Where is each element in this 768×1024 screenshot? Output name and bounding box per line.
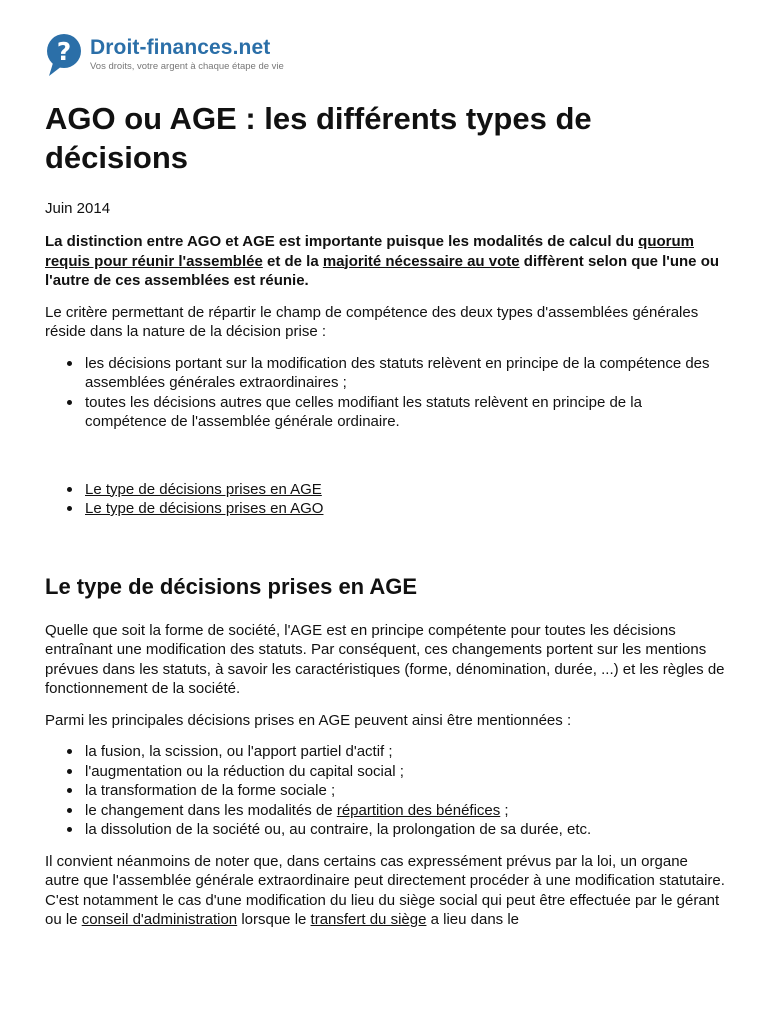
table-of-contents bbox=[45, 480, 725, 519]
list-item: l'augmentation ou la réduction du capital social ; bbox=[85, 762, 725, 782]
transfert-siege-link[interactable]: transfert du siège bbox=[310, 911, 427, 928]
lead-text: La distinction entre AGO et AGE est importante puisque les modalités de calcul du bbox=[45, 233, 639, 250]
section-paragraph: Parmi les principales décisions prises en AGE peuvent ainsi être mentionnées : bbox=[45, 711, 572, 729]
page-title: AGO ou AGE : les différents types de décisions bbox=[45, 101, 592, 175]
lead-paragraph bbox=[45, 232, 725, 291]
toc-link-age[interactable]: Le type de décisions prises en AGE bbox=[85, 480, 322, 498]
list-item: les décisions portant sur la modification des statuts relèvent en principe de la compétence des assemblées générales extraordinaires ; bbox=[85, 354, 725, 393]
list-item-text: ; bbox=[500, 801, 509, 819]
toc-item bbox=[85, 480, 725, 500]
list-item-text: le changement dans les modalités de bbox=[85, 801, 337, 819]
lead-text: diffèrent selon que l'une ou l'autre de ces assemblées est réunie. bbox=[45, 252, 720, 289]
site-tagline: Vos droits, votre argent à chaque étape de vie bbox=[90, 61, 284, 72]
site-name: Droit-finances.net bbox=[90, 36, 271, 59]
list-item: la fusion, la scission, ou l'apport partiel d'actif ; bbox=[85, 742, 725, 762]
toc-link-ago[interactable]: Le type de décisions prises en AGO bbox=[85, 500, 324, 517]
list-item: la transformation de la forme sociale ; bbox=[85, 781, 725, 801]
toc-item bbox=[85, 499, 725, 519]
svg-text:?: ? bbox=[56, 37, 72, 66]
lead-text: et de la bbox=[262, 252, 323, 270]
article-body bbox=[45, 232, 725, 942]
conseil-administration-link[interactable]: conseil d'administration bbox=[81, 911, 238, 928]
criteria-list bbox=[45, 354, 725, 432]
paragraph-text: lorsque le bbox=[237, 911, 311, 928]
list-item bbox=[85, 801, 725, 821]
section-paragraph: Quelle que soit la forme de société, l'AGE est en principe compétente pour toutes les décisions entraînant une modification des statuts. Par conséquent, ces changements portent sur les mentions prévues dans les statuts, à savoir les caractéristiques (forme, dénomination, durée, ...) et les règles de fonctionnement de la société. bbox=[45, 621, 725, 697]
decisions-list bbox=[45, 742, 725, 840]
list-item: la dissolution de la société ou, au contraire, la prolongation de sa durée, etc. bbox=[85, 820, 725, 840]
question-bubble-icon bbox=[45, 33, 85, 77]
majorite-link[interactable]: majorité nécessaire au vote bbox=[322, 252, 520, 270]
publication-date: Juin 2014 bbox=[45, 200, 111, 217]
paragraph-text: a lieu dans le bbox=[426, 911, 520, 928]
section-paragraph bbox=[45, 852, 725, 930]
quorum-link[interactable]: quorum requis pour réunir l'assemblée bbox=[45, 233, 694, 270]
site-logo[interactable] bbox=[45, 33, 305, 79]
paragraph-text: Il convient néanmoins de noter que, dans certains cas expressément prévus par la loi, un organe autre que l'assemblée générale extraordinaire peut directement procéder à une modification statutaire. C'est notamment le cas d'une modification du lieu du siège social qui peut être effectuée par le gérant ou le bbox=[45, 852, 725, 928]
list-item: toutes les décisions autres que celles modifiant les statuts relèvent en principe de la compétence de l'assemblée générale ordinaire. bbox=[85, 393, 725, 432]
section-heading: Le type de décisions prises en AGE bbox=[45, 573, 418, 599]
intro-paragraph: Le critère permettant de répartir le champ de compétence des deux types d'assemblées générales réside dans la nature de la décision prise : bbox=[45, 303, 699, 340]
repartition-benefices-link[interactable]: répartition des bénéfices bbox=[336, 801, 501, 819]
